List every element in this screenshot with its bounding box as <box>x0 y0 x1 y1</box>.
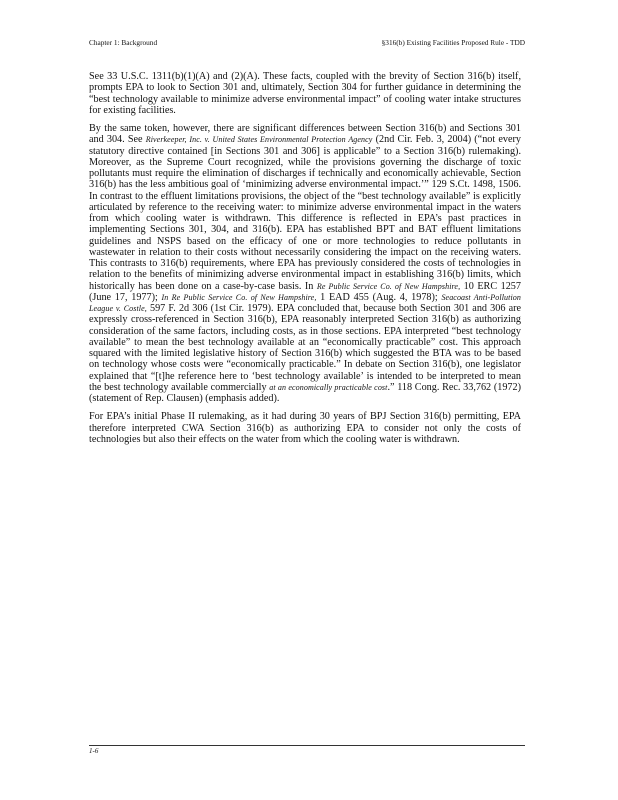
case-citation-seacoast: Seacoast Anti-Pollution League v. Costle, <box>89 292 521 313</box>
paragraph-2 <box>89 123 521 404</box>
paragraph-1: See 33 U.S.C. 1311(b)(1)(A) and (2)(A). These facts, coupled with the brevity of Section 316(b) itself, prompts EPA to look to Section 301 and, ultimately, Section 304 for further guidance in determining the “best technology available to minimize adverse environmental impact” of cooling water intake structures for existing facilities. <box>89 71 521 116</box>
page-number: 1-6 <box>89 747 99 755</box>
case-citation-psnh-1978: In Re Public Service Co. of New Hampshire, <box>161 292 317 302</box>
case-citation-riverkeeper: Riverkeeper, Inc. v. United States Environmental Protection Agency <box>145 135 373 145</box>
emphasized-quote: at an economically practicable cost <box>269 382 388 392</box>
paragraph-2-text-6: .” 118 Cong. Rec. 33,762 (1972) (statement of Rep. Clausen) (emphasis added). <box>89 381 521 404</box>
chapter-title: Chapter 1: Background <box>89 38 158 47</box>
paragraph-2-text-3: 10 ERC 1257 (June 17, 1977); <box>89 280 521 303</box>
paragraph-2-text-1: By the same token, however, there are significant differences between Section 316(b) and Sections 301 and 304. See <box>89 123 521 146</box>
case-citation-psnh-1977: Re Public Service Co. of New Hampshire, <box>316 281 461 291</box>
page-header <box>89 38 525 48</box>
paragraph-3: For EPA’s initial Phase II rulemaking, as it had during 30 years of BPJ Section 316(b) permitting, EPA therefore interpreted CWA Section 316(b) as authorizing EPA to consider not only the costs of technologies but also their effects on the water from which the cooling water is withdrawn. <box>89 411 521 445</box>
paragraph-2-text-2: (2nd Cir. Feb. 3, 2004) (“not every statutory directive contained [in Sections 301 and 306] is applicable” to a Section 316(b) rulemaking). Moreover, as the Supreme Court recognized, while the provisions governing the discharge of toxic pollutants must require the elimination of discharges if technically and economically achievable, Section 316(b) has the less ambitious goal of ‘minimizing adverse environmental impact.’” 129 S.Ct. 1498, 1506. In contrast to the effluent limitations provisions, the object of the “best technology available” is explicitly articulated by reference to the receiving water: to minimize adverse environmental impact in the waters from which cooling water is withdrawn. This difference is reflected in EPA’s past practices in implementing Sections 301, 304, and 316(b). EPA has established BPT and BAT effluent limitations guidelines and NSPS based on the efficacy of one or more technologies to reduce pollutants in wastewater in relation to their costs without necessarily considering the impact on the receiving waters. This contrasts to 316(b) requirements, where EPA has previously considered the costs of technologies in relation to the benefits of minimizing adverse environmental impact in establishing 316(b) limits, which historically has been done on a case-by-case basis. In <box>89 134 521 292</box>
paragraph-2-text-4: 1 EAD 455 (Aug. 4, 1978); <box>316 291 442 303</box>
footer-divider <box>89 745 525 746</box>
document-body <box>89 71 521 452</box>
paragraph-2-text-5: 597 F. 2d 306 (1st Cir. 1979). EPA concluded that, because both Section 301 and 306 are expressly cross-referenced in Section 316(b), EPA reasonably interpreted Section 316(b) as authorizing consideration of the same factors, including costs, as in those sections. EPA interpreted “best technology available” to mean the best technology available at an “economically practicable” cost. This approach squared with the limited legislative history of Section 316(b) which suggested the BTA was to be based on technology whose costs were “economically practicable.” In debate on Section 316(b), one legislator explained that “[t]he reference here to ‘best technology available’ is intended to be interpreted to mean the best technology available commercially <box>89 303 521 393</box>
running-title: §316(b) Existing Facilities Proposed Rule - TDD <box>381 38 525 47</box>
